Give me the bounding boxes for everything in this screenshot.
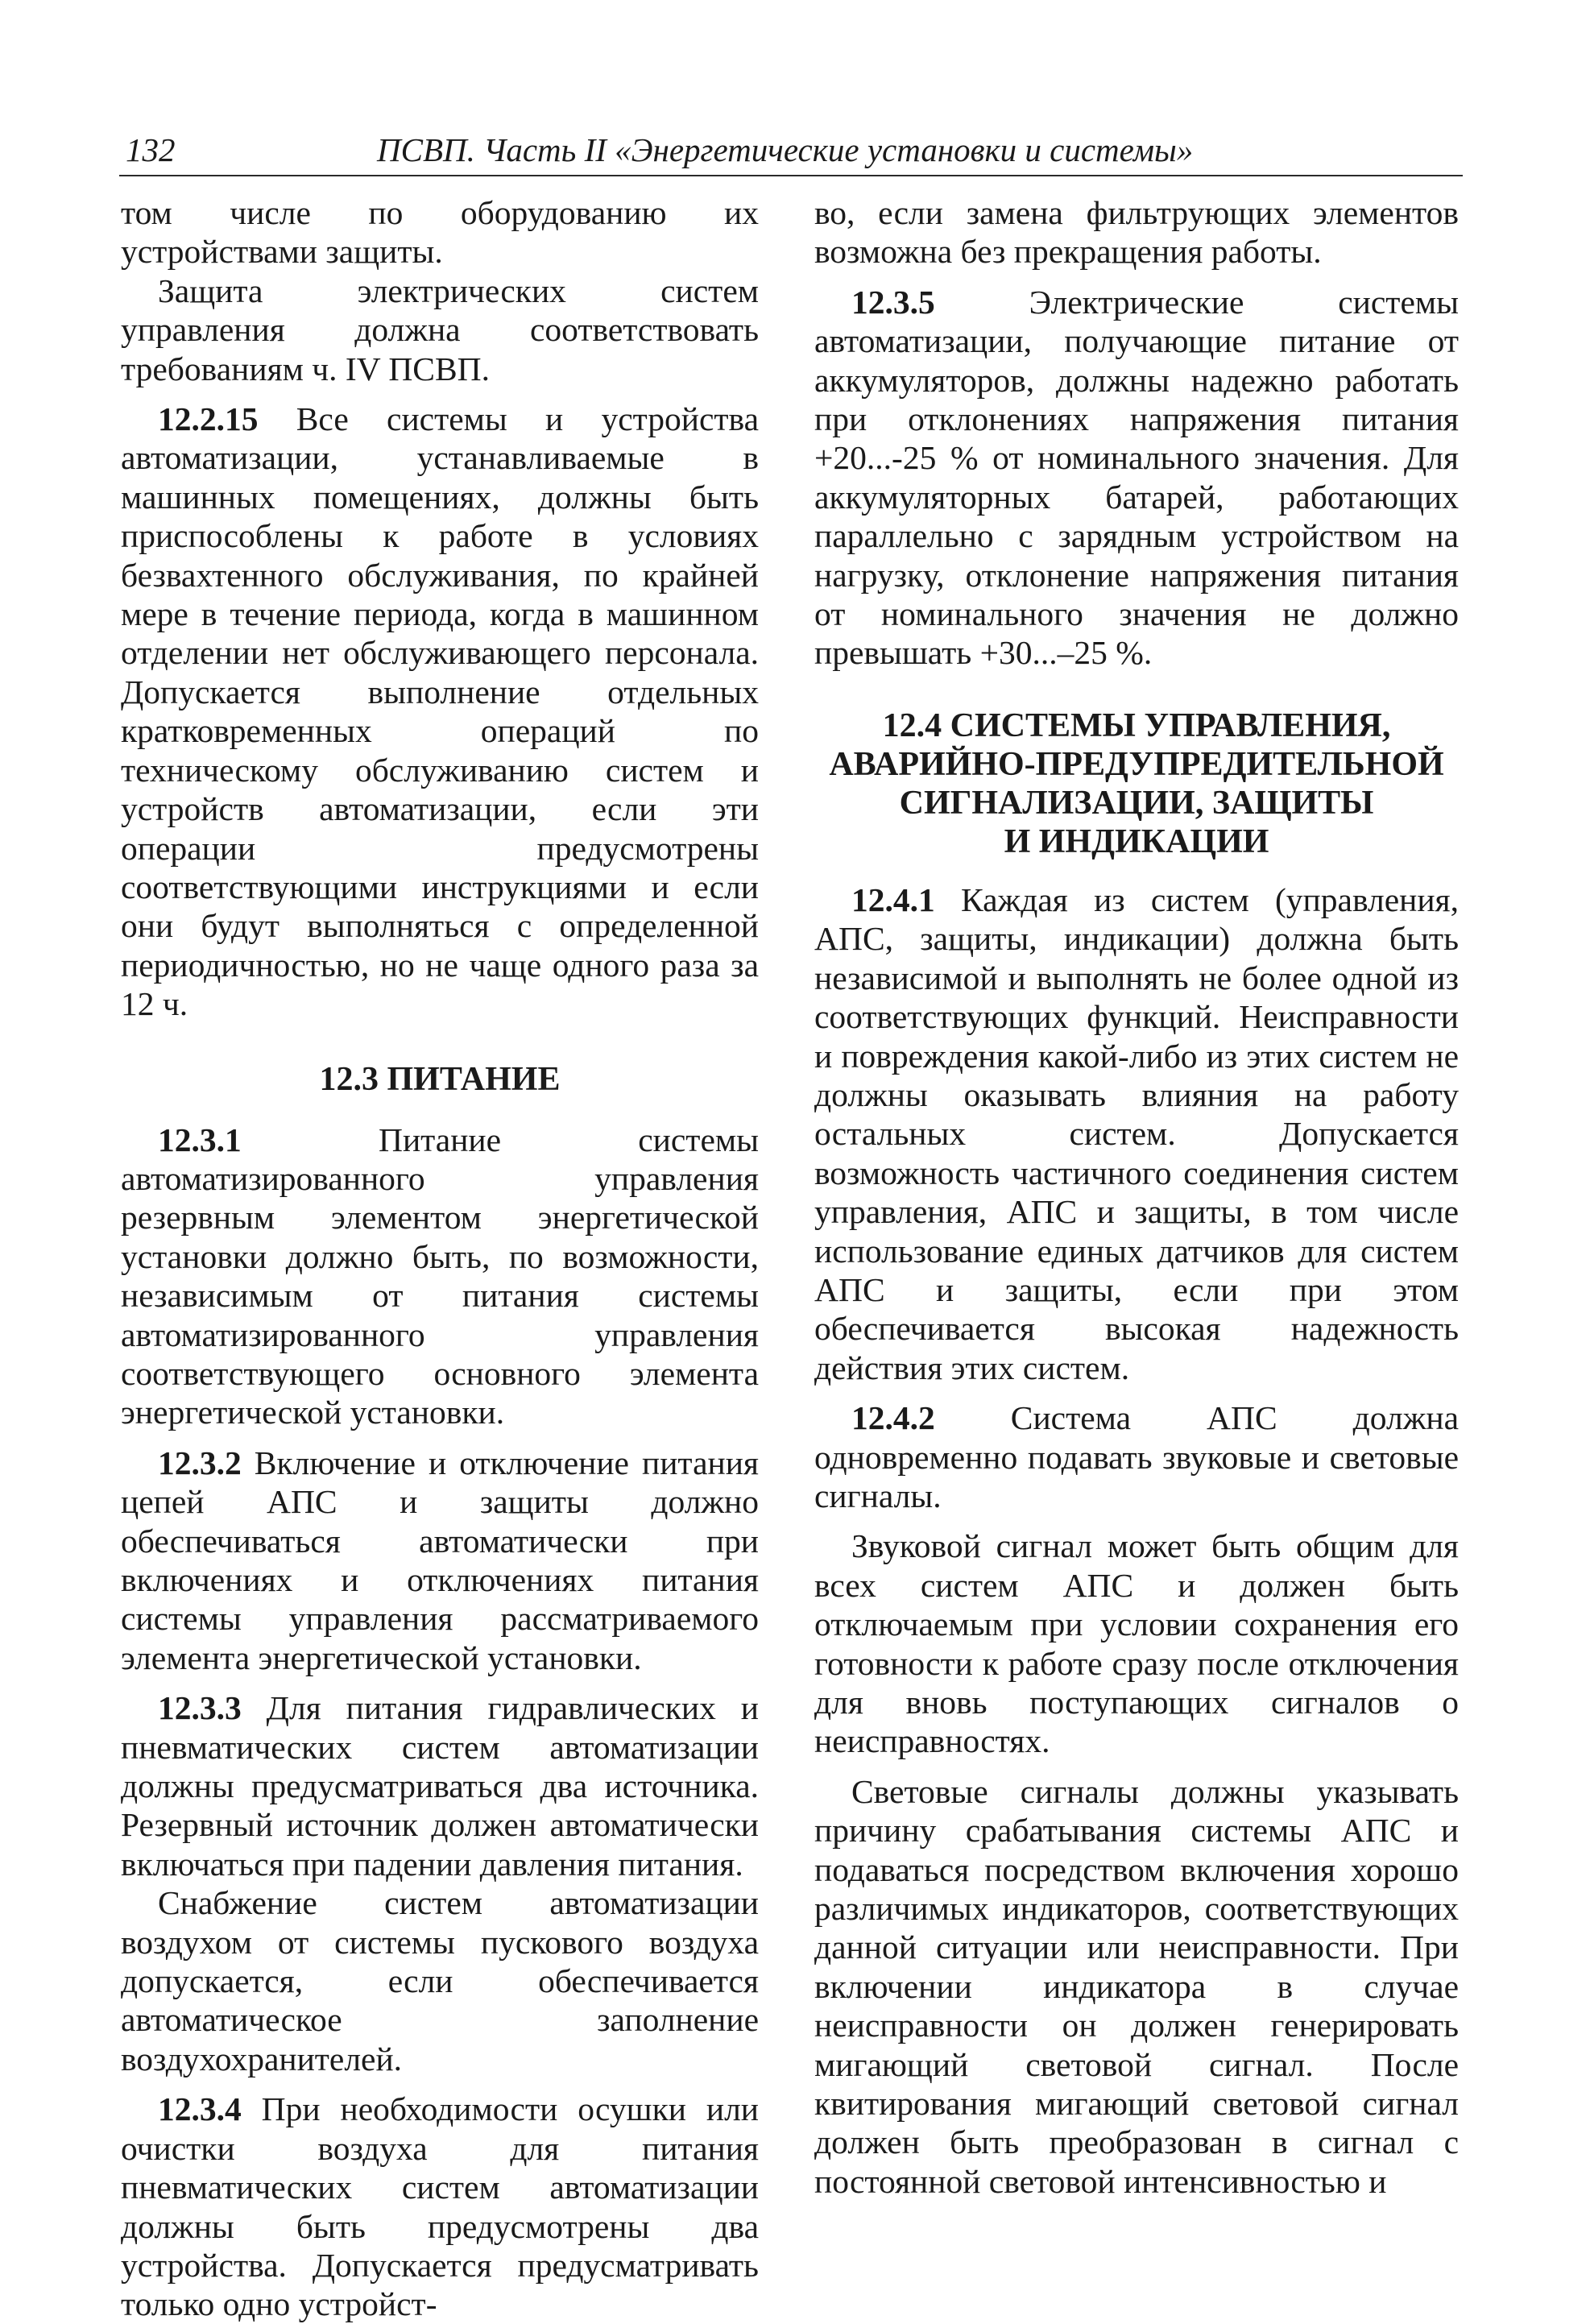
heading-line: И ИНДИКАЦИИ <box>1004 822 1269 860</box>
paragraph-continuation: том числе по оборудованию их устройствами защиты. <box>121 194 759 271</box>
section-text: При необходимости осушки или очистки воздуха для питания пневматических систем автоматизации должны быть предусмотрены два устройства. Допускается предусматривать только одно устройст- <box>121 2090 759 2323</box>
section-number: 12.3.4 <box>158 2090 242 2128</box>
section-text: Электрические системы автоматизации, получающие питание от аккумуляторов, должны надежно работать при отклонениях напряжения питания +20...-25 % от номинального значения. Для аккумуляторных батарей, работающих параллельно с зарядным устройством на нагрузку, отклонение напряжения питания от номинального значения не должно превышать +30...–25 %. <box>814 283 1460 672</box>
paragraph-continuation: во, если замена фильтрующих элементов возможна без прекращения работы. <box>814 194 1459 271</box>
heading-line: СИГНАЛИЗАЦИИ, ЗАЩИТЫ <box>899 784 1374 822</box>
section-12-3-5 <box>814 283 1459 673</box>
section-number: 12.3.2 <box>158 1444 242 1481</box>
section-12-3-4 <box>121 2090 759 2323</box>
paragraph-protection: Защита электрических систем управления должна соответствовать требованиям ч. IV ПСВП. <box>121 271 759 387</box>
section-heading-12-4 <box>814 706 1459 861</box>
right-column <box>814 193 1459 2201</box>
section-12-3-3 <box>121 1688 759 1883</box>
section-number: 12.2.15 <box>158 400 259 438</box>
section-text: Все системы и устройства автоматизации, устанавливаемые в машинных помещениях, должны быть приспособлены к работе в условиях безвахтенного обслуживания, по крайней мере в течение периода, когда в машинном отделении нет обслуживающего персонала. Допускается выполнение отдельных кратковременных операций по техническому обслуживанию систем и устройств автоматизации, если эти операции предусмотрены соответствующими инструкциями и если они будут выполняться с определенной периодичностью, но не чаще одного раза за 12 ч. <box>121 400 760 1023</box>
section-number: 12.4.2 <box>851 1399 935 1437</box>
running-header <box>119 127 1463 172</box>
section-text: Система АПС должна одновременно подавать звуковые и световые сигналы. <box>814 1399 1459 1514</box>
section-12-4-1 <box>814 880 1459 1387</box>
section-text: Питание системы автоматизированного управления резервным элементом энергетической установки должно быть, по возможности, независимым от питания системы автоматизированного управления соответствующего основного элемента энергетической установки. <box>121 1121 760 1431</box>
section-number: 12.4.1 <box>851 880 935 918</box>
section-12-3-1 <box>121 1121 759 1432</box>
heading-line: 12.4 СИСТЕМЫ УПРАВЛЕНИЯ, <box>882 706 1391 744</box>
section-heading-12-3: 12.3 ПИТАНИЕ <box>319 1060 561 1098</box>
page-number: 132 <box>126 131 176 168</box>
heading-line: АВАРИЙНО-ПРЕДУПРЕДИТЕЛЬНОЙ <box>829 745 1444 783</box>
running-header-title: ПСВП. Часть II «Энергетические установки и системы» <box>377 131 1194 168</box>
section-number: 12.3.1 <box>158 1121 242 1158</box>
section-12-3-2 <box>121 1444 759 1677</box>
section-number: 12.3.3 <box>158 1689 242 1727</box>
left-column <box>121 193 759 2324</box>
paragraph-air-supply: Снабжение систем автоматизации воздухом от системы пускового воздуха допускается, если обеспечивается автоматическое заполнение воздухохранителей. <box>121 1884 759 2078</box>
section-number: 12.3.5 <box>851 283 935 321</box>
section-12-2-15 <box>121 400 759 1024</box>
section-text: Для питания гидравлических и пневматических систем автоматизации должны предусматриваться два источника. Резервный источник должен автоматически включаться при падении давления питания. <box>121 1689 760 1883</box>
section-text: Включение и отключение питания цепей АПС и защиты должно обеспечиваться автоматически при включениях и отключениях питания системы управления рассматриваемого элемента энергетической установки. <box>121 1444 759 1676</box>
paragraph-sound-signal: Звуковой сигнал может быть общим для всех систем АПС и должен быть отключаемым при условии сохранения его готовности к работе сразу после отключения для вновь поступающих сигналов о неисправностях. <box>814 1527 1459 1760</box>
paragraph-light-signals: Световые сигналы должны указывать причину срабатывания системы АПС и подаваться посредством включения хорошо различимых индикаторов, соответствующих данной ситуации или неисправности. При включении индикатора в случае неисправности он должен генерировать мигающий световой сигнал. После квитирования мигающий световой сигнал должен быть преобразован в сигнал с постоянной световой интенсивностью и <box>814 1772 1459 2200</box>
header-rule <box>119 175 1463 176</box>
section-text: Каждая из систем (управления, АПС, защиты, индикации) должна быть независимой и выполнять не более одной из соответствующих функций. Неисправности и повреждения какой-либо из этих систем не должны оказывать влияния на работу остальных систем. Допускается возможность частичного соединения систем управления, АПС и защиты, в том числе использование единых датчиков для систем АПС и защиты, если при этом обеспечивается высокая надежность действия этих систем. <box>814 880 1459 1386</box>
section-12-4-2 <box>814 1398 1459 1515</box>
